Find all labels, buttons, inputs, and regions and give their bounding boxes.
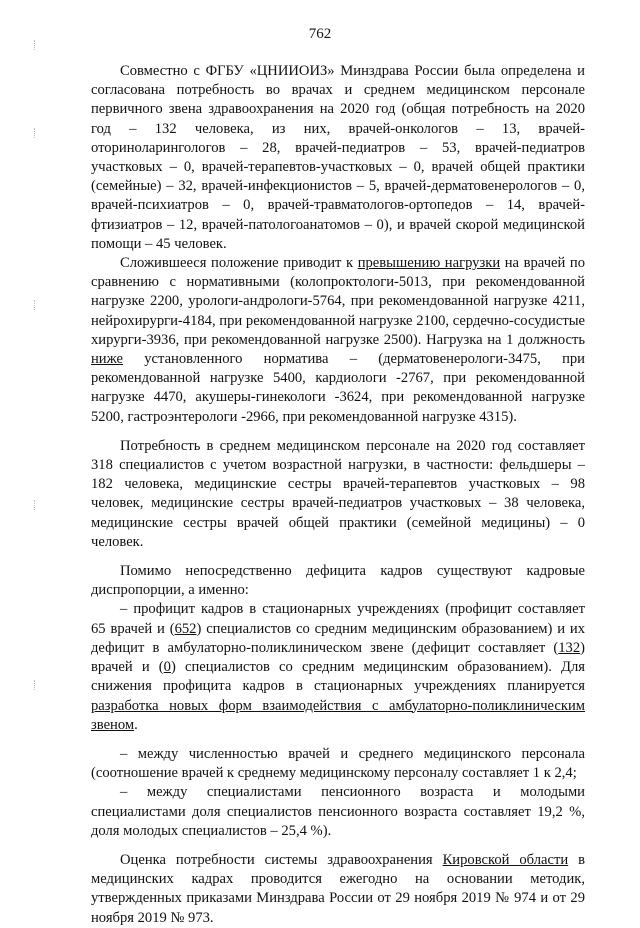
underlined-text: 0	[163, 659, 171, 676]
paragraph-nursing-needs: Потребность в среднем медицинском персонале на 2020 год составляет 318 специалистов с учетом возрастной нагрузки, в частности: фельдшеры – 182 человека, медицинские сестры врачей-терапевтов участковых – 98 человек, медицинские сестры врачей-педиатров участковых – 38 человека, медицинские сестры врачей общей практики (семейной медицины) – 0 человек.	[91, 437, 585, 550]
document-body	[91, 62, 585, 928]
underlined-text: ниже	[91, 351, 123, 368]
text-run: Сложившееся положение приводит к	[120, 255, 358, 272]
text-run: – профицит кадров в стационарных учреждениях (профицит составляет 65 врачей и (	[91, 601, 585, 637]
margin-mark	[34, 300, 39, 310]
text-run: ) специалистов со средним медицинским образованием) и их дефицит в амбулаторно-поликлиническом звене (дефицит составляет (	[91, 620, 585, 656]
text-run: в медицинских кадрах проводится ежегодно на основании методик, утвержденных приказами Минздрава России от 29 ноября 2019 № 974 и от 29 ноября 2019 № 973.	[91, 851, 585, 926]
paragraph-age-structure: – между специалистами пенсионного возраста и молодыми специалистами доля специалистов пенсионного возраста составляет 19,2 %, доля молодых специалистов – 25,4 %).	[91, 784, 585, 839]
text-run: Оценка потребности системы здравоохранения	[120, 851, 443, 868]
text-run: на врачей по сравнению с нормативными (колопроктологи-5013, при рекомендованной нагрузке 2200, урологи-андрологи-5764, при рекомендованной нагрузке 4211, нейрохирурги-4184, при рекомендованной нагрузке 2100, сердечно-сосудистые хирурги-3936, при рекомендованной нагрузке 2500). Нагрузка на 1 должность	[91, 255, 586, 348]
paragraph-surplus	[91, 600, 585, 734]
underlined-text: 132	[558, 639, 581, 656]
paragraph-ratio: – между численностью врачей и среднего медицинского персонала (соотношение врачей к среднему медицинскому персоналу составляет 1 к 2,4;	[91, 745, 585, 782]
paragraph-staff-needs: Совместно с ФГБУ «ЦНИИОИЗ» Минздрава России была определена и согласована потребность во врачах и среднем медицинском персонале первичного звена здравоохранения на 2020 год (общая потребность на 2020 год – 132 человека, из них, врачей-онкологов – 13, врачей-оториноларингологов – 28, врачей-педиатров – 53, врачей-педиатров участковых – 0, врачей-терапевтов-участковых – 0, врачей общей практики (семейные) – 32, врачей-инфекционистов – 5, врачей-дерматовенерологов – 0, врачей-психиатров – 0, врачей-травматологов-ортопедов – 14, врачей-фтизиатров – 12, врачей-патологоанатомов – 0), и врачей скорой медицинской помощи – 45 человек.	[91, 63, 585, 252]
page-number: 762	[308, 26, 332, 42]
text-run: .	[134, 716, 138, 733]
margin-mark	[34, 128, 39, 138]
margin-mark	[34, 500, 39, 510]
underlined-text: Кировской области	[442, 851, 569, 868]
text-run: установленного норматива – (дерматовенерологи-3475, при рекомендованной нагрузке 5400, кардиологи -2767, при рекомендованной нагрузке 4470, акушеры-гинекологи -3624, при рекомендованной нагрузке 5200, гастроэнтерологи -2966, при рекомендованной нагрузке 4315).	[91, 351, 585, 425]
margin-mark	[34, 40, 39, 50]
paragraph-disproportions: Помимо непосредственно дефицита кадров существуют кадровые диспропорции, а именно:	[91, 563, 585, 599]
margin-mark	[34, 680, 39, 690]
paragraph-assessment	[91, 851, 585, 928]
underlined-text: разработка новых форм взаимодействия с амбулаторно-поликлиническим звеном	[91, 697, 585, 733]
text-run: ) специалистов со средним медицинским образованием). Для снижения профицита кадров в стационарных учреждениях планируется	[91, 659, 585, 695]
paragraph-workload	[91, 254, 585, 427]
underlined-text: 652	[174, 620, 197, 637]
text-run: ) врачей и (	[91, 639, 585, 676]
underlined-text: превышению нагрузки	[357, 255, 501, 272]
